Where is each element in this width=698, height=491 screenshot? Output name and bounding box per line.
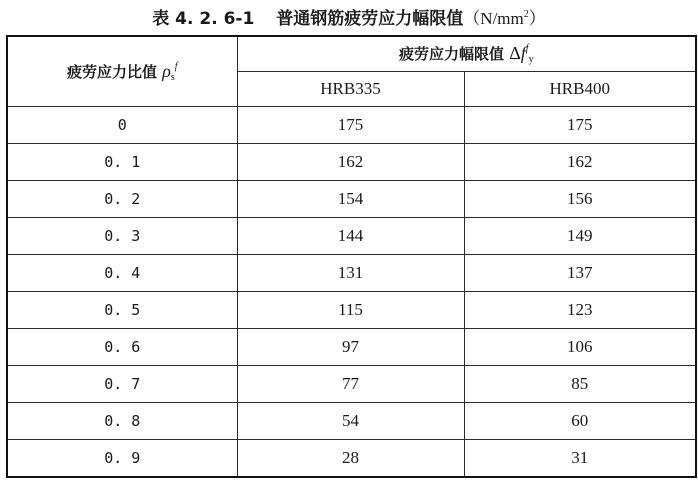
column-header-hrb400: HRB400 [464, 72, 696, 107]
hrb400-cell: 123 [464, 292, 696, 329]
hrb335-cell: 144 [237, 218, 464, 255]
ratio-cell: 0. 4 [7, 255, 237, 292]
hrb400-cell: 137 [464, 255, 696, 292]
table-row [7, 255, 696, 292]
hrb335-cell: 54 [237, 403, 464, 440]
row-header-label: 疲劳应力比值 [66, 62, 157, 81]
hrb400-cell: 60 [464, 403, 696, 440]
fatigue-stress-table [6, 35, 697, 478]
ratio-cell: 0. 6 [7, 329, 237, 366]
hrb400-cell: 31 [464, 440, 696, 478]
table-row [7, 440, 696, 478]
table-row [7, 292, 696, 329]
ratio-cell: 0 [7, 107, 237, 144]
hrb400-cell: 85 [464, 366, 696, 403]
unit-prefix: （N/mm [463, 9, 524, 28]
hrb335-cell: 77 [237, 366, 464, 403]
ratio-cell: 0. 5 [7, 292, 237, 329]
ratio-cell: 0. 8 [7, 403, 237, 440]
hrb335-cell: 154 [237, 181, 464, 218]
column-header-hrb335: HRB335 [237, 72, 464, 107]
hrb335-cell: 97 [237, 329, 464, 366]
table-row [7, 403, 696, 440]
hrb335-cell: 28 [237, 440, 464, 478]
rho-symbol: $\rho_s^f$ [162, 60, 178, 83]
hrb335-cell: 162 [237, 144, 464, 181]
hrb335-cell: 175 [237, 107, 464, 144]
ratio-cell: 0. 3 [7, 218, 237, 255]
hrb400-cell: 175 [464, 107, 696, 144]
delta-f-symbol: $\Delta f^f_y$ [509, 43, 534, 65]
table-number: 表 4. 2. 6-1 [152, 9, 255, 29]
table-row [7, 107, 696, 144]
table-unit [463, 9, 545, 28]
hrb400-cell: 106 [464, 329, 696, 366]
row-header-stress-ratio [7, 36, 237, 107]
table-row [7, 218, 696, 255]
ratio-cell: 0. 7 [7, 366, 237, 403]
table-row [7, 144, 696, 181]
table-row [7, 329, 696, 366]
ratio-cell: 0. 1 [7, 144, 237, 181]
hrb400-cell: 149 [464, 218, 696, 255]
hrb400-cell: 162 [464, 144, 696, 181]
table-row [7, 366, 696, 403]
hrb335-cell: 115 [237, 292, 464, 329]
unit-suffix: ） [528, 9, 546, 28]
hrb335-cell: 131 [237, 255, 464, 292]
table-caption [0, 0, 698, 34]
ratio-cell: 0. 9 [7, 440, 237, 478]
group-header-stress-range [237, 36, 696, 72]
unit-power: 2 [523, 9, 529, 20]
table-title: 普通钢筋疲劳应力幅限值 [276, 9, 464, 29]
group-header-label: 疲劳应力幅限值 [398, 45, 504, 63]
ratio-cell: 0. 2 [7, 181, 237, 218]
hrb400-cell: 156 [464, 181, 696, 218]
table-row [7, 181, 696, 218]
